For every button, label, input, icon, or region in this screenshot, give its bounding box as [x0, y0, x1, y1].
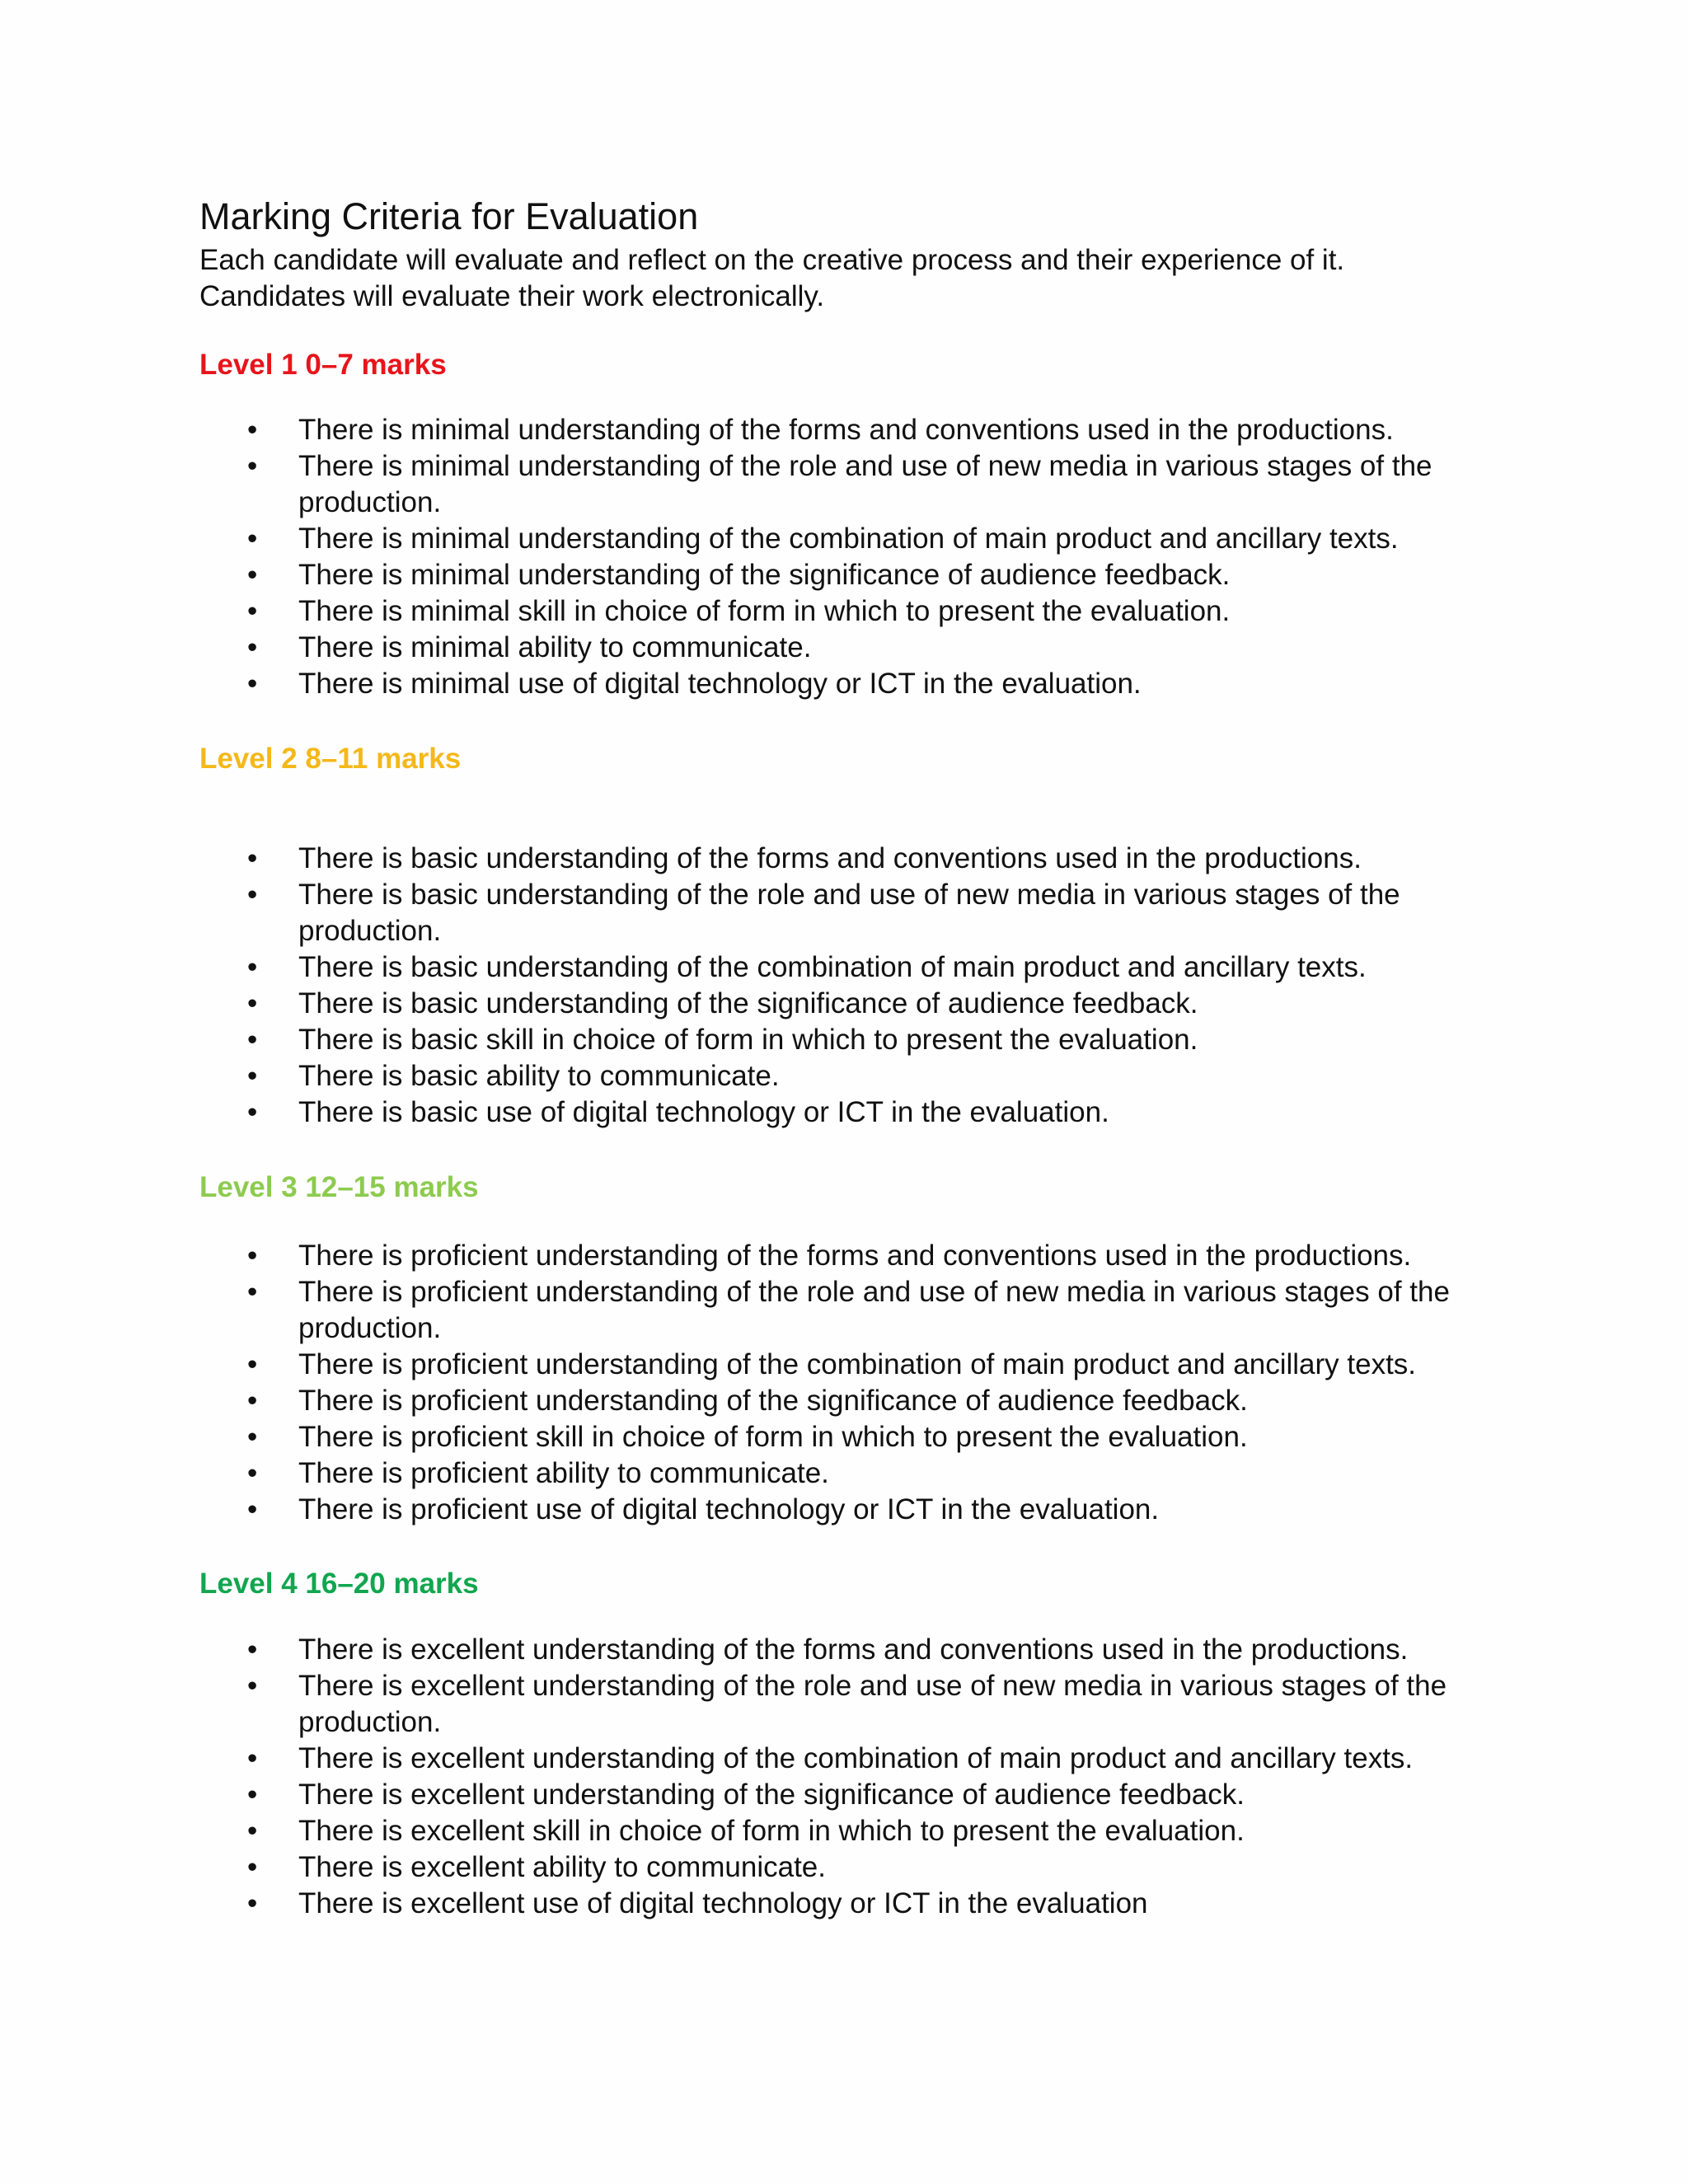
list-item: • There is proficient understanding of the combination of main product and ancillary texts.	[0, 1347, 1469, 1383]
list-item: • There is excellent skill in choice of form in which to present the evaluation.	[0, 1813, 1469, 1849]
bullet-icon: •	[247, 1670, 258, 1702]
list-item: • There is proficient understanding of the forms and conventions used in the productions.	[0, 1238, 1469, 1274]
bullet-icon: •	[247, 668, 258, 700]
list-item: • There is excellent use of digital technology or ICT in the evaluation	[0, 1886, 1469, 1922]
bullet-icon: •	[247, 987, 258, 1019]
list-item: • There is basic understanding of the forms and conventions used in the productions.	[0, 841, 1469, 877]
bullet-icon: •	[247, 631, 258, 663]
bullet-icon: •	[247, 1060, 258, 1092]
level-3-heading: Level 3 12–15 marks	[199, 1171, 479, 1203]
bullet-icon: •	[247, 1385, 258, 1417]
list-item: • There is basic use of digital technology or ICT in the evaluation.	[0, 1094, 1469, 1131]
list-item: • There is proficient understanding of the role and use of new media in various stages of the production.	[247, 1276, 1450, 1344]
list-item: • There is basic understanding of the combination of main product and ancillary texts.	[0, 949, 1469, 986]
list-item: • There is minimal understanding of the forms and conventions used in the productions.	[0, 412, 1469, 448]
bullet-icon: •	[247, 1096, 258, 1128]
level-1-heading: Level 1 0–7 marks	[199, 349, 447, 381]
level-1-criteria-list	[0, 412, 1469, 702]
intro-line-1: Each candidate will evaluate and reflect on the creative process and their experience of it.	[199, 244, 1345, 276]
intro-line-2: Candidates will evaluate their work electronically.	[199, 280, 825, 312]
bullet-icon: •	[247, 1742, 258, 1774]
list-item: • There is excellent understanding of the role and use of new media in various stages of the production.	[247, 1670, 1447, 1738]
bullet-icon: •	[247, 1851, 258, 1883]
bullet-icon: •	[247, 879, 258, 911]
list-item: • There is basic ability to communicate.	[0, 1058, 1469, 1094]
bullet-icon: •	[247, 1815, 258, 1847]
bullet-icon: •	[247, 1348, 258, 1380]
level-3-criteria-list	[0, 1238, 1469, 1528]
bullet-icon: •	[247, 1421, 258, 1453]
list-item: • There is proficient use of digital technology or ICT in the evaluation.	[0, 1492, 1469, 1528]
list-item: • There is basic understanding of the role and use of new media in various stages of the production.	[247, 879, 1400, 947]
list-item: • There is minimal understanding of the role and use of new media in various stages of the production.	[247, 450, 1432, 518]
bullet-icon: •	[247, 523, 258, 555]
bullet-icon: •	[247, 1240, 258, 1272]
list-item: • There is excellent understanding of the forms and conventions used in the productions.	[0, 1632, 1469, 1668]
bullet-icon: •	[247, 1493, 258, 1526]
list-item: • There is proficient ability to communicate.	[0, 1455, 1469, 1492]
list-item: • There is minimal use of digital technology or ICT in the evaluation.	[0, 666, 1469, 702]
bullet-icon: •	[247, 1024, 258, 1056]
level-2-criteria-list	[0, 841, 1469, 1131]
bullet-icon: •	[247, 450, 258, 482]
bullet-icon: •	[247, 595, 258, 627]
level-2-heading: Level 2 8–11 marks	[199, 743, 462, 775]
list-item: • There is excellent understanding of the combination of main product and ancillary texts.	[0, 1741, 1469, 1777]
bullet-icon: •	[247, 1276, 258, 1308]
list-item: • There is excellent understanding of the significance of audience feedback.	[0, 1777, 1469, 1813]
bullet-icon: •	[247, 1887, 258, 1919]
intro-text	[199, 242, 1344, 315]
bullet-icon: •	[247, 951, 258, 983]
list-item: • There is minimal skill in choice of form in which to present the evaluation.	[0, 593, 1469, 630]
list-item: • There is basic skill in choice of form in which to present the evaluation.	[0, 1022, 1469, 1058]
bullet-icon: •	[247, 1779, 258, 1811]
list-item: • There is proficient skill in choice of form in which to present the evaluation.	[0, 1419, 1469, 1455]
list-item: • There is minimal ability to communicate.	[0, 630, 1469, 666]
bullet-icon: •	[247, 414, 258, 446]
page-title: Marking Criteria for Evaluation	[199, 195, 699, 237]
list-item: • There is excellent ability to communicate.	[0, 1849, 1469, 1886]
level-4-heading: Level 4 16–20 marks	[199, 1568, 479, 1600]
bullet-icon: •	[247, 1457, 258, 1489]
list-item: • There is basic understanding of the significance of audience feedback.	[0, 986, 1469, 1022]
bullet-icon: •	[247, 1633, 258, 1666]
bullet-icon: •	[247, 842, 258, 874]
bullet-icon: •	[247, 559, 258, 591]
level-4-criteria-list	[0, 1632, 1469, 1922]
list-item: • There is proficient understanding of the significance of audience feedback.	[0, 1383, 1469, 1419]
list-item: • There is minimal understanding of the combination of main product and ancillary texts.	[0, 521, 1469, 557]
list-item: • There is minimal understanding of the significance of audience feedback.	[0, 557, 1469, 593]
